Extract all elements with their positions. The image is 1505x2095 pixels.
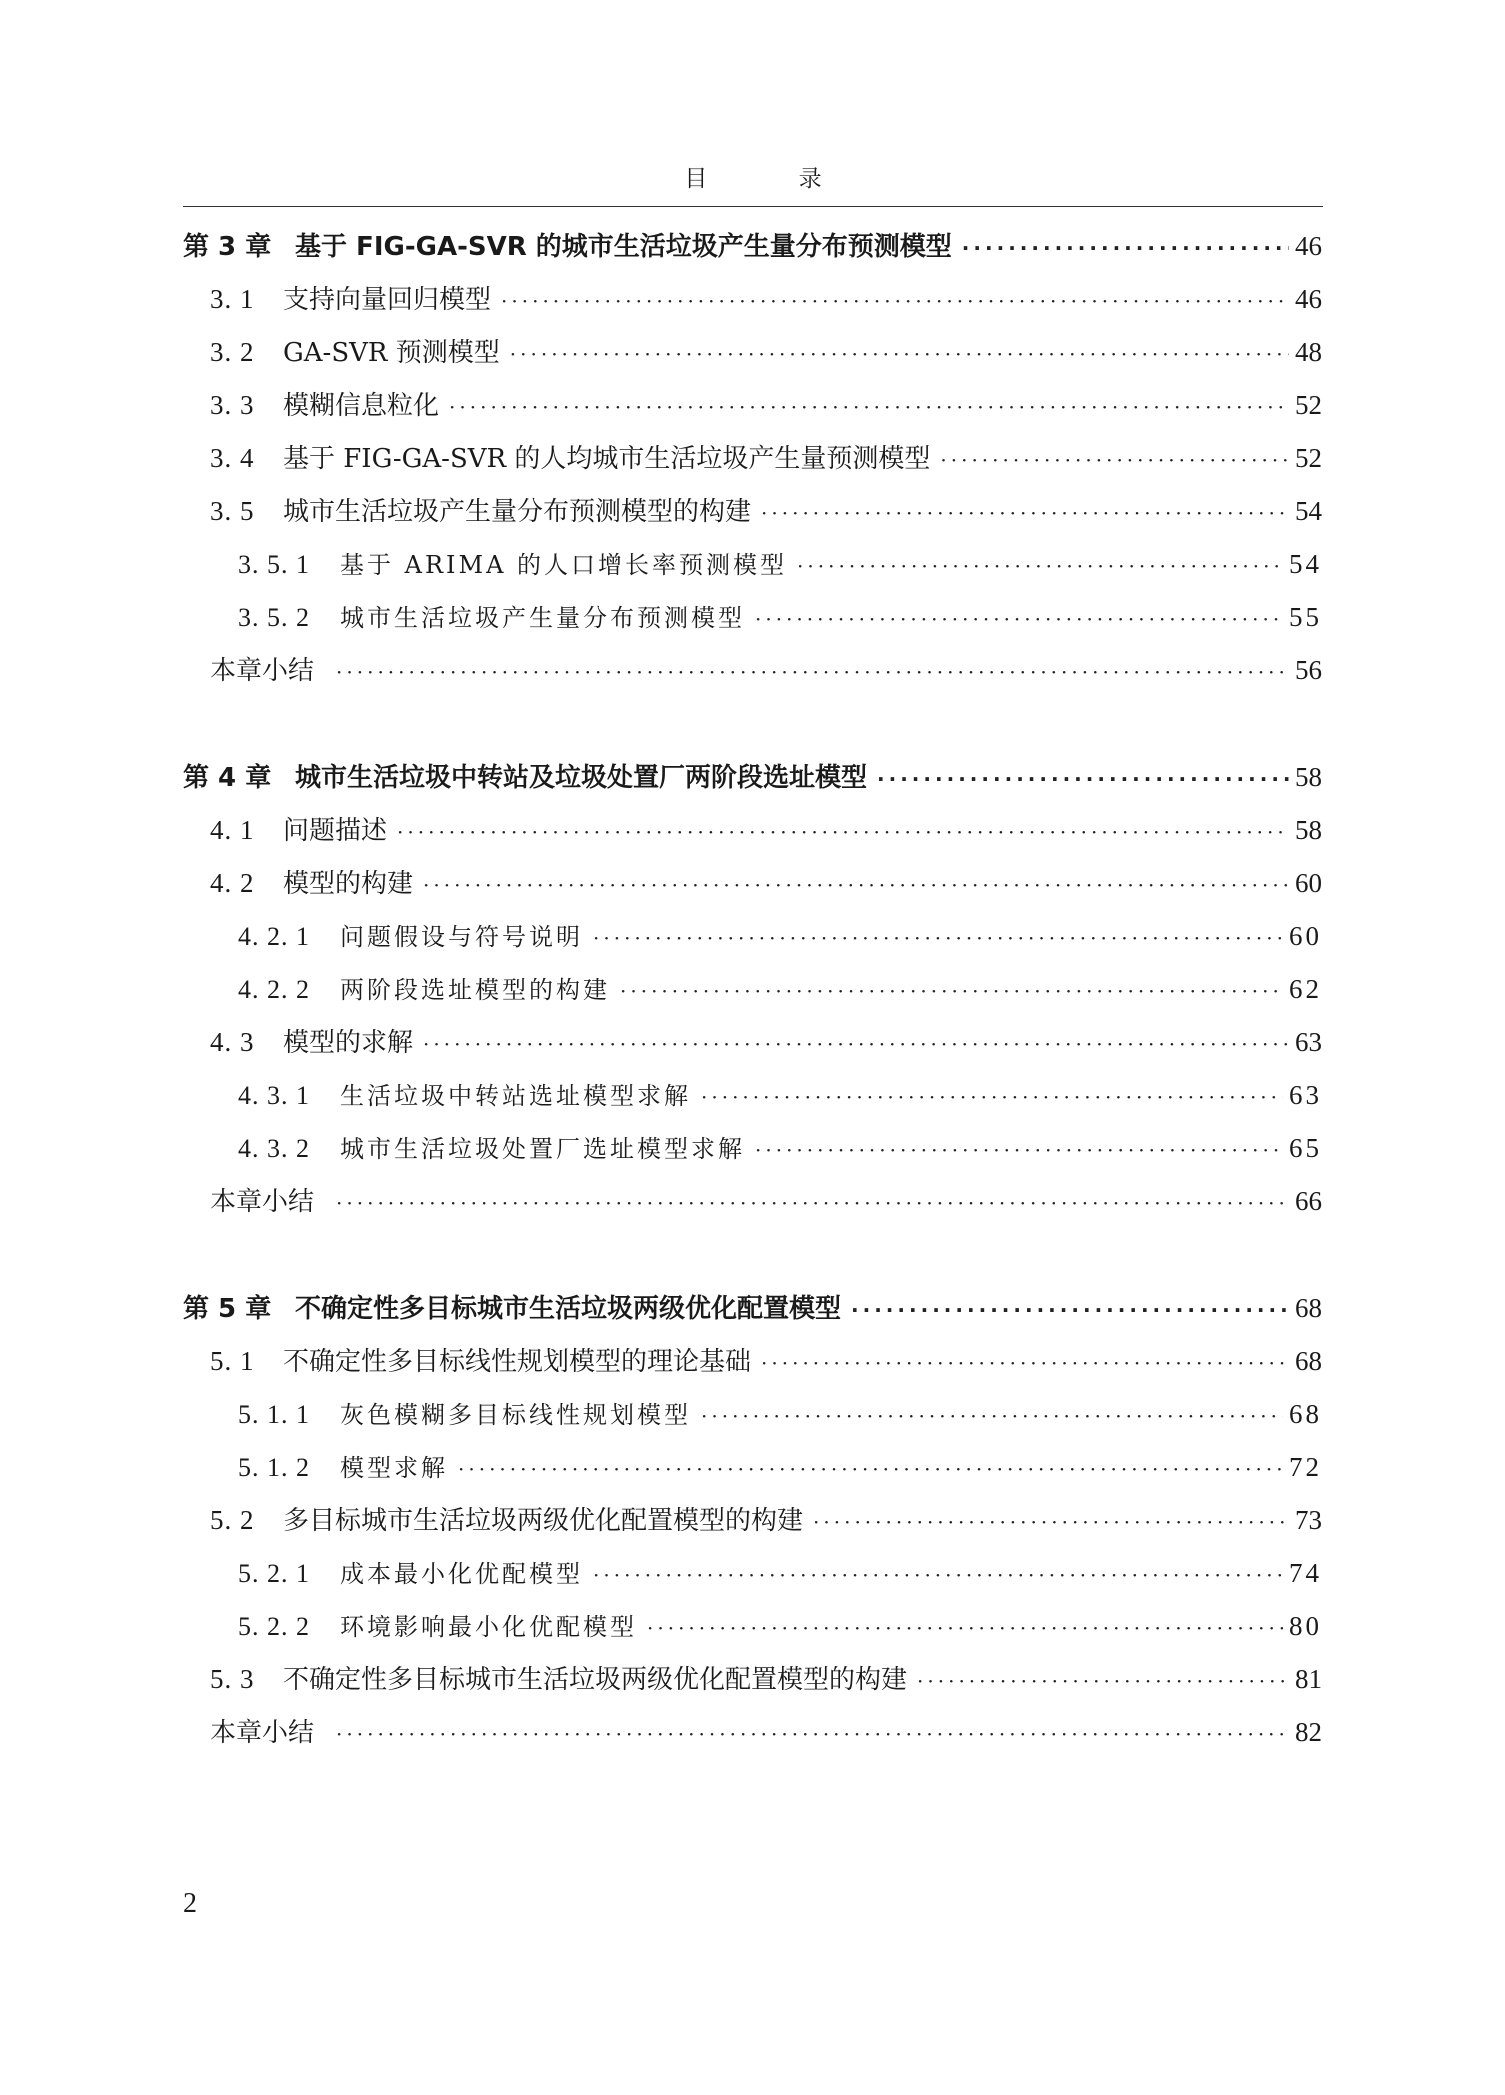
toc-entry-page: 63: [1295, 1027, 1322, 1057]
toc-leader-dots: [336, 652, 1289, 692]
toc-entry-number: 5. 1: [210, 1346, 255, 1376]
page-number: 2: [183, 1888, 197, 1919]
toc-entry-title: GA-SVR 预测模型: [283, 338, 500, 368]
toc-leader-dots: [593, 1555, 1283, 1595]
toc-entry-subsection: [238, 1447, 1322, 1487]
toc-entry-number: 4. 2. 2: [238, 975, 310, 1004]
toc-entry-subsection: [238, 1553, 1322, 1593]
toc-entry-number: 5. 2: [210, 1505, 255, 1535]
toc-entry-section: [210, 491, 1322, 531]
toc-leader-dots: [701, 1396, 1283, 1436]
toc-entry-title: 生活垃圾中转站选址模型求解: [340, 1082, 691, 1110]
toc-entry-page: 68: [1289, 1399, 1322, 1429]
toc-entry-section: [210, 332, 1322, 372]
toc-entry-page: 46: [1295, 284, 1322, 314]
toc-entry-section: [210, 385, 1322, 425]
toc-entry-page: 58: [1295, 815, 1322, 845]
toc-entry-page: 65: [1289, 1133, 1322, 1163]
toc-entry-page: 54: [1295, 496, 1322, 526]
toc-entry-number: 5. 3: [210, 1664, 255, 1694]
toc-entry-title: 模型求解: [340, 1454, 448, 1482]
toc-leader-dots: [755, 599, 1283, 639]
toc-entry-title: 环境影响最小化优配模型: [340, 1613, 637, 1641]
toc-leader-dots: [423, 865, 1289, 905]
toc-entry-section: [210, 1022, 1322, 1062]
toc-leader-dots: [877, 759, 1289, 799]
toc-entry-section: [210, 810, 1322, 850]
toc-leader-dots: [510, 334, 1289, 374]
toc-leader-dots: [962, 228, 1289, 268]
toc-leader-dots: [593, 918, 1283, 958]
toc-leader-dots: [647, 1608, 1283, 1648]
toc-entry-subsection: [238, 1606, 1322, 1646]
toc-leader-dots: [423, 1024, 1289, 1064]
toc-entry-subsection: [238, 597, 1322, 637]
toc-entry-title: 本章小结: [210, 656, 315, 686]
toc-entry-page: 73: [1295, 1505, 1322, 1535]
toc-leader-dots: [501, 281, 1289, 321]
toc-entry-title: 本章小结: [210, 1187, 315, 1217]
toc-entry-page: 52: [1295, 390, 1322, 420]
toc-entry-number: 4. 2: [210, 868, 255, 898]
toc-entry-page: 56: [1295, 655, 1322, 685]
toc-entry-title: 不确定性多目标城市生活垃圾两级优化配置模型的构建: [283, 1665, 908, 1695]
toc-entry-title: 城市生活垃圾产生量分布预测模型: [340, 604, 745, 632]
toc-entry-section: [210, 1659, 1322, 1699]
toc-entry-number: 4. 3. 2: [238, 1134, 310, 1163]
toc-entry-number: 4. 3. 1: [238, 1081, 310, 1110]
toc-entry-number: 3. 5: [210, 496, 255, 526]
toc-entry-page: 63: [1289, 1080, 1322, 1110]
toc-entry-subsection: [238, 544, 1322, 584]
toc-entry-title: 城市生活垃圾中转站及垃圾处置厂两阶段选址模型: [295, 763, 868, 793]
toc-entry-title: 成本最小化优配模型: [340, 1560, 583, 1588]
toc-entry-number: 3. 5. 1: [238, 550, 310, 579]
toc-entry-title: 城市生活垃圾产生量分布预测模型的构建: [283, 497, 752, 527]
toc-entry-section: [210, 438, 1322, 478]
toc-entry-number: 3. 2: [210, 337, 255, 367]
toc-entry-page: 52: [1295, 443, 1322, 473]
page-header-title: 目 录: [684, 166, 864, 192]
toc-entry-title: 基于 FIG-GA-SVR 的城市生活垃圾产生量分布预测模型: [295, 232, 952, 262]
toc-leader-dots: [917, 1661, 1289, 1701]
toc-entry-page: 82: [1295, 1717, 1322, 1747]
toc-entry-subsection: [238, 1075, 1322, 1115]
toc-entry-title: 问题假设与符号说明: [340, 923, 583, 951]
toc-entry-page: 54: [1289, 549, 1322, 579]
toc-entry-subsection: [238, 916, 1322, 956]
toc-entry-number: 5. 2. 1: [238, 1559, 310, 1588]
toc-entry-number: 5. 2. 2: [238, 1612, 310, 1641]
toc-leader-dots: [761, 1343, 1289, 1383]
toc-entry-title: 多目标城市生活垃圾两级优化配置模型的构建: [283, 1506, 804, 1536]
toc-entry-title: 不确定性多目标城市生活垃圾两级优化配置模型: [295, 1294, 842, 1324]
toc-leader-dots: [797, 546, 1283, 586]
toc-entry-page: 48: [1295, 337, 1322, 367]
toc-leader-dots: [336, 1183, 1289, 1223]
toc-entry-number: 4. 1: [210, 815, 255, 845]
toc-entry-title: 不确定性多目标线性规划模型的理论基础: [283, 1347, 752, 1377]
toc-entry-subsection: [238, 969, 1322, 1009]
toc-leader-dots: [851, 1290, 1289, 1330]
toc-entry-page: 68: [1295, 1293, 1322, 1323]
toc-entry-page: 81: [1295, 1664, 1322, 1694]
toc-entry-number: 3. 4: [210, 443, 255, 473]
toc-entry-title: 灰色模糊多目标线性规划模型: [340, 1401, 691, 1429]
toc-entry-number: 5. 1. 1: [238, 1400, 310, 1429]
toc-entry-number: 第 3 章: [183, 232, 272, 262]
toc-entry-page: 58: [1295, 762, 1322, 792]
toc-entry-title: 模糊信息粒化: [283, 391, 440, 421]
toc-entry-page: 74: [1289, 1558, 1322, 1588]
toc-entry-subsection: [238, 1394, 1322, 1434]
toc-entry-section: [210, 863, 1322, 903]
toc-entry-title: 城市生活垃圾处置厂选址模型求解: [340, 1135, 745, 1163]
toc-entry-summary: [210, 650, 1322, 690]
toc-entry-summary: [210, 1712, 1322, 1752]
toc-leader-dots: [761, 493, 1289, 533]
toc-entry-number: 第 5 章: [183, 1294, 272, 1324]
toc-entry-chapter: [183, 1288, 1322, 1328]
toc-entry-number: 4. 3: [210, 1027, 255, 1057]
toc-leader-dots: [701, 1077, 1283, 1117]
toc-entry-number: 5. 1. 2: [238, 1453, 310, 1482]
toc-entry-title: 模型的求解: [283, 1028, 414, 1058]
toc-entry-page: 60: [1289, 921, 1322, 951]
toc-leader-dots: [940, 440, 1289, 480]
toc-entry-page: 62: [1289, 974, 1322, 1004]
toc-entry-chapter: [183, 757, 1322, 797]
toc-entry-summary: [210, 1181, 1322, 1221]
toc-entry-page: 80: [1289, 1611, 1322, 1641]
toc-entry-title: 模型的构建: [283, 869, 414, 899]
toc-entry-section: [210, 1500, 1322, 1540]
toc-entry-page: 55: [1289, 602, 1322, 632]
toc-entry-page: 60: [1295, 868, 1322, 898]
toc-entry-subsection: [238, 1128, 1322, 1168]
toc-entry-number: 3. 3: [210, 390, 255, 420]
toc-entry-section: [210, 279, 1322, 319]
toc-entry-page: 66: [1295, 1186, 1322, 1216]
toc-entry-title: 本章小结: [210, 1718, 315, 1748]
toc-leader-dots: [620, 971, 1283, 1011]
toc-leader-dots: [458, 1449, 1283, 1489]
toc-leader-dots: [336, 1714, 1289, 1754]
toc-entry-number: 4. 2. 1: [238, 922, 310, 951]
toc-entry-title: 支持向量回归模型: [283, 285, 492, 315]
toc-entry-chapter: [183, 226, 1322, 266]
toc-entry-page: 72: [1289, 1452, 1322, 1482]
toc-entry-number: 第 4 章: [183, 763, 272, 793]
toc-entry-page: 46: [1295, 231, 1322, 261]
toc-entry-page: 68: [1295, 1346, 1322, 1376]
toc-leader-dots: [397, 812, 1289, 852]
toc-entry-number: 3. 5. 2: [238, 603, 310, 632]
toc-entry-title: 两阶段选址模型的构建: [340, 976, 610, 1004]
toc-leader-dots: [449, 387, 1289, 427]
toc-entry-title: 问题描述: [283, 816, 388, 846]
toc-leader-dots: [755, 1130, 1283, 1170]
toc-entry-title: 基于 ARIMA 的人口增长率预测模型: [340, 551, 788, 579]
toc-entry-section: [210, 1341, 1322, 1381]
toc-leader-dots: [813, 1502, 1289, 1542]
toc-entry-number: 3. 1: [210, 284, 255, 314]
toc-entry-title: 基于 FIG-GA-SVR 的人均城市生活垃圾产生量预测模型: [283, 444, 931, 474]
